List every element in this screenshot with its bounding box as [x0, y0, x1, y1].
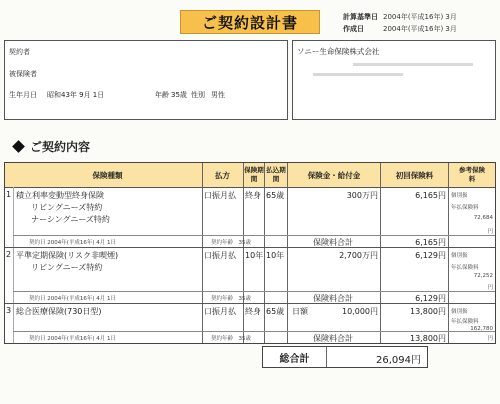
created-date-label: 作成日 — [343, 25, 364, 33]
ref-label: 年払保険料 — [451, 319, 479, 325]
created-date-row — [343, 23, 457, 35]
calc-date-label: 計算基準日 — [343, 13, 378, 21]
birth-value: 昭和43年 9月 1日 — [47, 91, 105, 99]
calc-date-value: 2004年(平成16年) 3月 — [383, 13, 457, 21]
initial-premium: 6,129円 — [415, 251, 446, 260]
contract-age: 契約年齢 35歳 — [211, 296, 251, 302]
redacted-line — [353, 63, 473, 66]
ref-label: 年払保険料 — [451, 265, 479, 271]
ref-unit: 円 — [487, 336, 493, 342]
calc-date-row — [343, 11, 457, 23]
pay-period: 10年 — [266, 251, 285, 260]
payment-method: 口振月払 — [204, 307, 236, 316]
header-pay-period: 払込期間 — [266, 166, 286, 183]
payment-method: 口振月払 — [204, 251, 236, 260]
ref-label: 年払保険料 — [451, 205, 479, 211]
header-payment: 払方 — [215, 170, 230, 180]
benefit-amount: 2,700万円 — [339, 251, 378, 260]
col-divider — [264, 163, 265, 343]
subtotal-label: 保険料合計 — [313, 238, 353, 247]
grand-total-value: 26,094円 — [376, 355, 421, 366]
contract-date: 契約日 2004年(平成16年) 4月 1日 — [29, 296, 117, 302]
subtotal-label: 保険料合計 — [313, 334, 353, 343]
benefit-amount: 10,000円 — [342, 307, 378, 316]
company-info-box — [292, 40, 496, 120]
created-date-value: 2004年(平成16年) 3月 — [383, 25, 457, 33]
row-number: 2 — [6, 250, 12, 259]
subtotal-value: 6,129円 — [415, 294, 446, 303]
ref-type: 個別扱 — [451, 309, 468, 315]
document-title — [180, 10, 320, 34]
rider-name: リビングニーズ特約 — [31, 263, 103, 272]
rider-name: リビングニーズ特約 — [31, 203, 103, 212]
coverage-period: 終身 — [245, 307, 261, 316]
col-divider — [202, 163, 203, 343]
payment-method: 口振月払 — [204, 191, 236, 200]
pay-period: 65歳 — [266, 191, 285, 200]
row-subline — [13, 235, 495, 236]
age-label: 年齢 — [155, 91, 169, 99]
sex-label: 性別 — [191, 91, 205, 99]
header-amount: 保険金・給付金 — [307, 170, 361, 180]
contractor-label: 契約者 — [9, 48, 30, 56]
ref-type: 個別扱 — [451, 193, 468, 199]
birth-label: 生年月日 — [9, 91, 37, 99]
grand-total-box — [262, 346, 428, 368]
initial-premium: 6,165円 — [415, 191, 446, 200]
initial-premium: 13,800円 — [410, 307, 446, 316]
contract-table — [4, 162, 496, 344]
company-name: ソニー生命保険株式会社 — [297, 47, 380, 56]
contract-date: 契約日 2004年(平成16年) 4月 1日 — [29, 336, 117, 342]
coverage-period: 終身 — [245, 191, 261, 200]
insured-label: 被保険者 — [9, 70, 37, 78]
header-plan: 保険種類 — [92, 170, 123, 180]
col-divider — [13, 187, 14, 343]
plan-name: 総合医療保険(730日型) — [16, 307, 102, 316]
header-premium: 初回保険料 — [395, 170, 434, 180]
col-divider — [448, 163, 449, 343]
plan-name: 積立利率変動型終身保険 — [16, 191, 104, 200]
coverage-period: 10年 — [245, 251, 264, 260]
redacted-line — [313, 73, 403, 76]
header-period: 保険期間 — [244, 166, 264, 183]
rider-name: ナーシングニーズ特約 — [31, 215, 110, 224]
date-block — [343, 11, 457, 35]
insured-info-box — [4, 40, 288, 120]
subtotal-value: 6,165円 — [415, 238, 446, 247]
row-number: 3 — [6, 306, 12, 315]
pay-period: 65歳 — [266, 307, 285, 316]
ref-unit: 円 — [487, 285, 493, 291]
diamond-bullet-icon — [12, 140, 25, 153]
col-divider — [243, 163, 244, 343]
subtotal-label: 保険料合計 — [313, 294, 353, 303]
row-number: 1 — [6, 190, 12, 199]
header-ref: 参考保険料 — [459, 166, 485, 183]
row-subline — [13, 291, 495, 292]
grand-total-label: 総合計 — [263, 347, 327, 367]
contract-age: 契約年齢 35歳 — [211, 336, 251, 342]
benefit-amount: 300万円 — [346, 191, 378, 200]
row-subline — [13, 331, 495, 332]
plan-name: 平準定期保険(リスク非喫煙) — [16, 251, 119, 260]
benefit-prefix: 日額 — [292, 307, 308, 316]
ref-value: 72,252 — [473, 273, 493, 279]
contract-date: 契約日 2004年(平成16年) 4月 1日 — [29, 240, 117, 246]
subtotal-value: 13,800円 — [410, 334, 446, 343]
section-title: ご契約内容 — [30, 140, 91, 154]
contract-age: 契約年齢 35歳 — [211, 240, 251, 246]
sex-value: 男性 — [211, 91, 225, 99]
ref-value: 162,780 — [470, 326, 493, 332]
section-heading — [14, 138, 90, 155]
ref-unit: 円 — [487, 229, 493, 235]
document-title-text: ご契約設計書 — [201, 13, 298, 32]
age-value: 35歳 — [171, 91, 187, 99]
header-divider — [5, 187, 495, 188]
ref-type: 個別扱 — [451, 253, 468, 259]
ref-value: 72,684 — [473, 215, 493, 221]
